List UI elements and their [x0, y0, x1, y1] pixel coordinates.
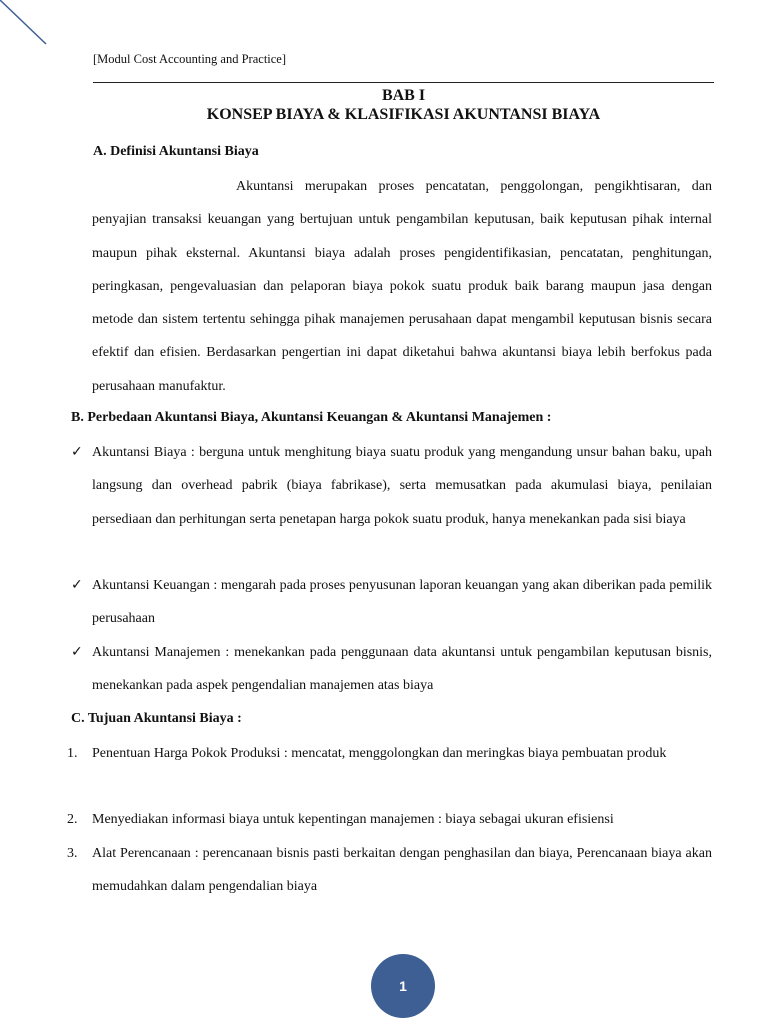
list-item	[67, 837, 712, 904]
page-number: 1	[399, 978, 407, 994]
list-item-text: Akuntansi Manajemen : menekankan pada penggunaan data akuntansi untuk pengambilan keputusan bisnis, menekankan pada aspek pengendalian manajemen atas biaya	[92, 645, 712, 694]
chapter-number: BAB I	[381, 87, 426, 104]
chapter-heading	[93, 86, 714, 125]
list-number: 1.	[67, 746, 78, 761]
header-rule	[93, 82, 714, 83]
list-item-text: Menyediakan informasi biaya untuk kepentingan manajemen : biaya sebagai ukuran efisiensi	[92, 812, 614, 827]
list-item	[71, 569, 712, 636]
check-icon: ✓	[71, 577, 83, 593]
list-item-text: Penentuan Harga Pokok Produksi : mencatat, menggolongkan dan meringkas biaya pembuatan produk	[92, 746, 667, 761]
module-header: [Modul Cost Accounting and Practice]	[93, 52, 287, 66]
section-b-heading: B. Perbedaan Akuntansi Biaya, Akuntansi Keuangan & Akuntansi Manajemen :	[71, 410, 552, 425]
list-item	[71, 636, 712, 703]
list-number: 2.	[67, 812, 78, 827]
list-item-text: Alat Perencanaan : perencanaan bisnis pasti berkaitan dengan penghasilan dan biaya, Perencanaan biaya akan memudahkan dalam pengendalian biaya	[92, 846, 712, 895]
list-number: 3.	[67, 846, 78, 861]
list-item-text: Akuntansi Biaya : berguna untuk menghitung biaya suatu produk yang mengandung unsur bahan baku, upah langsung dan overhead pabrik (biaya fabrikase), serta memusatkan pada akumulasi biaya, penilaian persediaan dan perhitungan serta penetapan harga pokok suatu produk, hanya menekankan pada sisi biaya	[92, 445, 712, 527]
check-icon: ✓	[71, 644, 83, 660]
list-item-text: Akuntansi Keuangan : mengarah pada proses penyusunan laporan keuangan yang akan diberikan pada pemilik perusahaan	[92, 578, 712, 627]
section-c-heading: C. Tujuan Akuntansi Biaya :	[71, 711, 242, 726]
chapter-title: KONSEP BIAYA & KLASIFIKASI AKUNTANSI BIAYA	[206, 106, 601, 123]
section-a-heading: A. Definisi Akuntansi Biaya	[93, 144, 259, 159]
check-icon: ✓	[71, 444, 83, 460]
section-a-paragraph: Akuntansi merupakan proses pencatatan, penggolongan, pengikhtisaran, dan penyajian transaksi keuangan yang bertujuan untuk pengambilan keputusan, baik keputusan pihak internal maupun pihak eksternal. Akuntansi biaya adalah proses pengidentifikasian, pencatatan, penghitungan, peringkasan, pengevaluasian dan pelaporan biaya pokok suatu produk baik barang maupun jasa dengan metode dan sistem tertentu sehingga pihak manajemen perusahaan dapat mengambil keputusan bisnis secara efektif dan efisien. Berdasarkan pengertian ini dapat diketahui bahwa akuntansi biaya lebih berfokus pada perusahaan manufaktur.	[92, 179, 712, 394]
corner-decoration	[0, 0, 60, 50]
page-number-badge	[371, 954, 435, 1018]
list-item	[71, 436, 712, 536]
list-item	[67, 803, 712, 836]
list-item	[67, 737, 712, 770]
